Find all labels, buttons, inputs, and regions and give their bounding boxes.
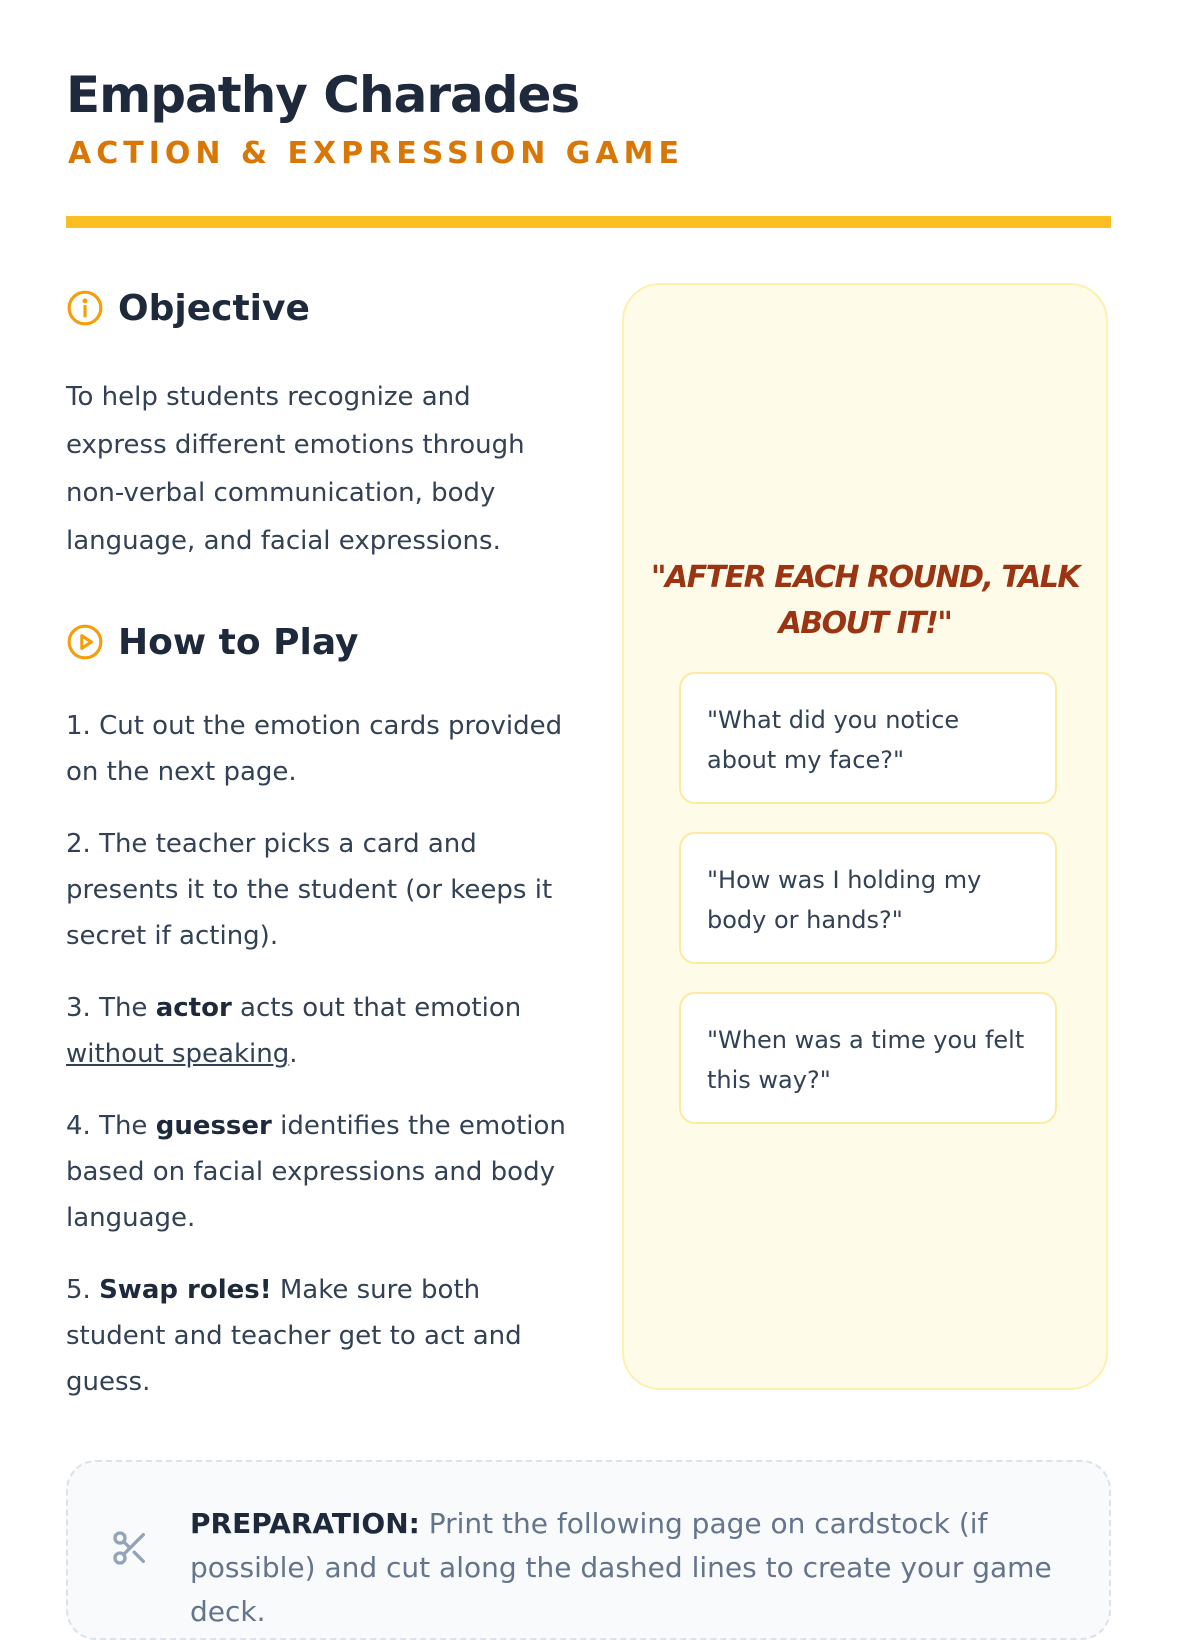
step-pre: 1. Cut out the emotion cards provided on the next page. xyxy=(66,711,563,787)
step-end: . xyxy=(289,1039,298,1069)
page-subtitle: ACTION & EXPRESSION GAME xyxy=(68,136,684,171)
how-to-play-heading-text: How to Play xyxy=(118,621,359,663)
steps-list xyxy=(66,703,576,1405)
step-underline: without speaking xyxy=(66,1039,290,1069)
step-pre: 3. The xyxy=(66,993,156,1023)
step-pre: 2. The teacher picks a card and presents it to the student (or keeps it secret if acting). xyxy=(66,829,553,951)
preparation-text xyxy=(190,1502,1090,1634)
step-item xyxy=(66,1267,576,1405)
discussion-card xyxy=(622,283,1108,1390)
step-bold: guesser xyxy=(155,1111,272,1141)
how-to-play-heading xyxy=(66,617,576,667)
page-title: Empathy Charades xyxy=(66,66,580,124)
preparation-box xyxy=(66,1460,1111,1640)
step-pre: 4. The xyxy=(66,1111,156,1141)
play-icon xyxy=(66,623,104,661)
info-icon xyxy=(66,289,104,327)
objective-text: To help students recognize and express different emotions through non-verbal communication, body language, and facial expressions. xyxy=(66,382,525,556)
step-bold: Swap roles! xyxy=(99,1275,272,1305)
question-card: "When was a time you felt this way?" xyxy=(679,992,1057,1124)
instructions-column xyxy=(66,283,576,1431)
step-bold: actor xyxy=(155,993,232,1023)
question-card: "How was I holding my body or hands?" xyxy=(679,832,1057,964)
preparation-body: Print the following page on cardstock (if possible) and cut along the dashed lines to create your game deck. xyxy=(190,1507,1052,1628)
step-pre: 5. xyxy=(66,1275,100,1305)
preparation-label: PREPARATION: xyxy=(190,1507,420,1540)
step-post: acts out that emotion xyxy=(231,993,522,1023)
scissors-icon xyxy=(110,1528,150,1568)
step-post: Make sure both student and teacher get to act and guess. xyxy=(66,1275,522,1397)
discussion-quote: "AFTER EACH ROUND, TALK ABOUT IT!" xyxy=(650,560,1080,641)
objective-heading-text: Objective xyxy=(118,287,310,329)
step-item xyxy=(66,985,576,1077)
question-card: "What did you notice about my face?" xyxy=(679,672,1057,804)
step-post: identifies the emotion based on facial expressions and body language. xyxy=(66,1111,566,1233)
header-divider xyxy=(66,216,1111,228)
objective-heading xyxy=(66,283,576,333)
step-item xyxy=(66,1103,576,1241)
step-item xyxy=(66,821,576,959)
step-item xyxy=(66,703,576,795)
